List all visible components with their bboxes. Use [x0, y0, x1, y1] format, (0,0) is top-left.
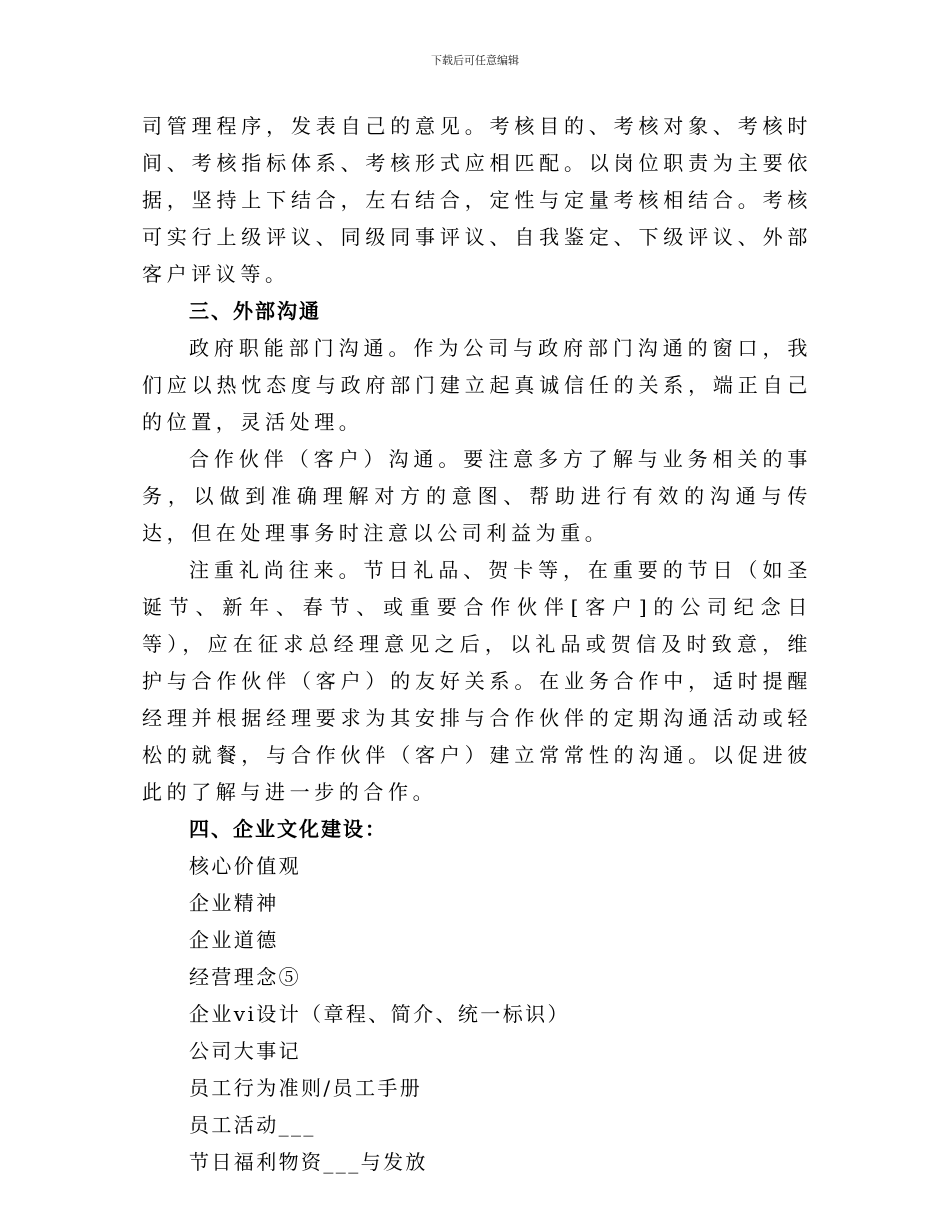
- paragraph-courtesy: 注重礼尚往来。节日礼品、贺卡等，在重要的节日（如圣诞节、新年、春节、或重要合作伙伴[客户]的公司纪念日等），应在征求总经理意见之后，以礼品或贺信及时致意，维护与合作伙伴（客户）的友好关系。在业务合作中，适时提醒经理并根据经理要求为其安排与合作伙伴的定期沟通活动或轻松的就餐，与合作伙伴（客户）建立常常性的沟通。以促进彼此的了解与进一步的合作。: [142, 558, 812, 804]
- list-item: 核心价值观: [189, 854, 301, 878]
- list-item: 企业精神: [189, 891, 279, 915]
- list-item: 员工行为准则/员工手册: [189, 1076, 423, 1100]
- list-item: 公司大事记: [189, 1039, 301, 1063]
- list-item: 企业vi设计（章程、简介、统一标识）: [189, 1002, 570, 1026]
- page-header: 下载后可任意编辑: [431, 54, 519, 67]
- list-item: 员工活动___: [189, 1113, 316, 1137]
- document-body: [142, 108, 812, 1181]
- section-heading-corporate-culture: 四、企业文化建设：: [189, 817, 387, 841]
- paragraph-appraisal: 司管理程序，发表自己的意见。考核目的、考核对象、考核时间、考核指标体系、考核形式应相匹配。以岗位职责为主要依据，坚持上下结合，左右结合，定性与定量考核相结合。考核可实行上级评议、同级同事评议、自我鉴定、下级评议、外部客户评议等。: [142, 114, 812, 286]
- list-item: 节日福利物资___与发放: [189, 1150, 428, 1174]
- culture-item-list: [142, 848, 812, 1181]
- list-item: 经营理念⑤: [189, 965, 301, 989]
- section-heading-external-communication: 三、外部沟通: [189, 299, 321, 323]
- paragraph-government-communication: 政府职能部门沟通。作为公司与政府部门沟通的窗口，我们应以热忱态度与政府部门建立起真诚信任的关系，端正自己的位置，灵活处理。: [142, 336, 812, 434]
- list-item: 企业道德: [189, 928, 279, 952]
- paragraph-partner-communication: 合作伙伴（客户）沟通。要注意多方了解与业务相关的事务，以做到准确理解对方的意图、帮助进行有效的沟通与传达，但在处理事务时注意以公司利益为重。: [142, 447, 812, 545]
